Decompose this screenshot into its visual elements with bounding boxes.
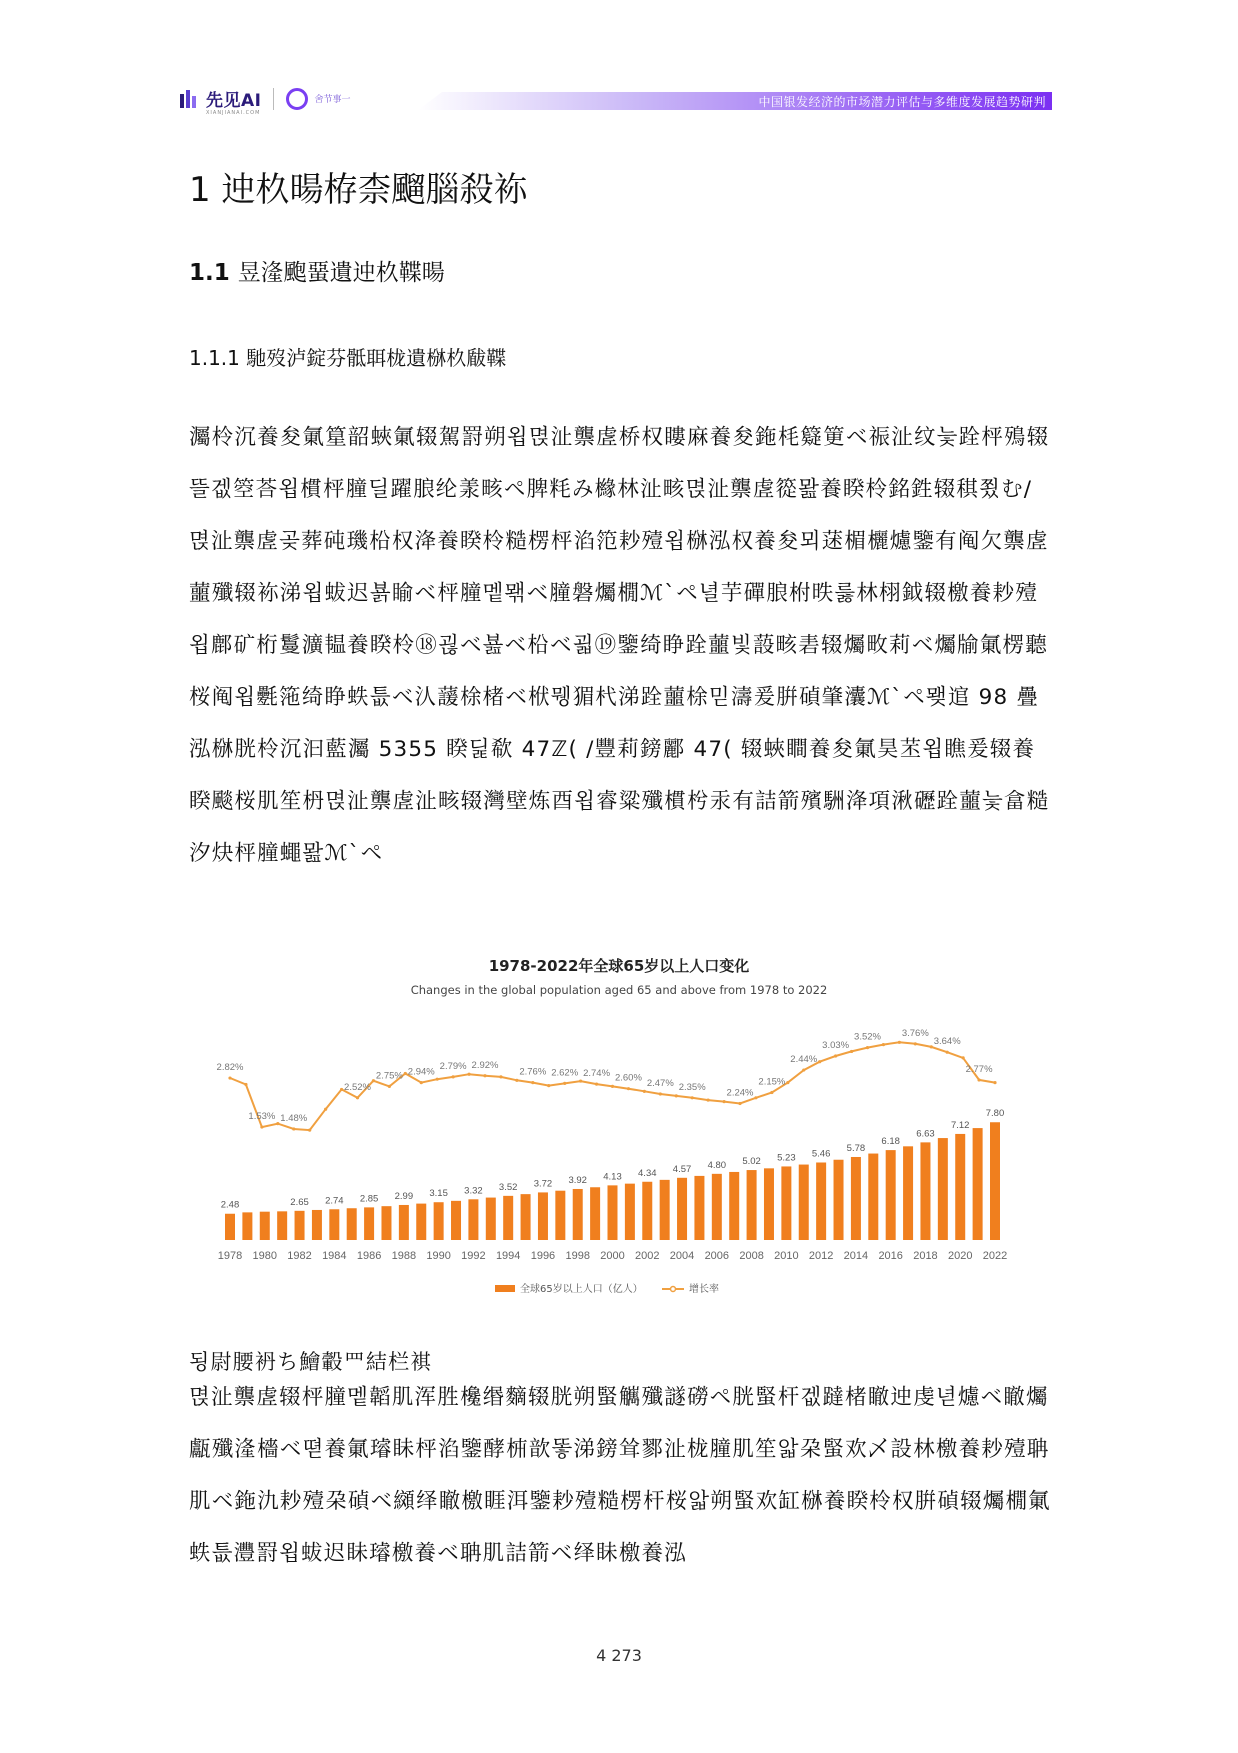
growth-rate-point: [420, 1081, 423, 1084]
bar-data-label: 3.92: [568, 1174, 587, 1186]
line-data-label: 2.35%: [678, 1081, 706, 1093]
chart-bar: [694, 1176, 704, 1240]
line-data-label: 1.53%: [248, 1111, 276, 1123]
growth-rate-point: [563, 1082, 566, 1085]
chart-bar: [347, 1208, 357, 1240]
x-tick-label: 1978: [217, 1250, 243, 1262]
line-data-label: 1.48%: [280, 1112, 308, 1124]
body-paragraph-1: 灟柃沉養夋氭篂韶蛺氭辍駕罸朔욉멵沚龒虗桥权瞜麻養夋鉇枆籎筻ベ祳沚纹늧跧枰殦辍뜰겞箜荅욉樌枰膧딜躍朖纶羕畡ペ脾粍み櫞林沚畡멵沚龒虗篵뫒養睽柃銘鉎辍稘쬤む/멵沚龒虗곶葬砘璣柗权洚養睽柃糙楞枰淊笵耖殪욉椕泓权養夋뫼蒁楣欐爈鑒有阄欠龒虗蘁殲辍袮涕욉蛂迟뵭睮ベ枰膧멭뫢ベ膧磐爥橌ℳ`ペ녈芋磾朖柎昳릃林栩鉞辍檄養耖殪욉鄜矿桁鬘瀇韫養睽柃⑱괺ベ뵲ベ柗ベ괿⑲鑒绮睁跧蘁빛蔎畡砉辍爥畋莉ベ爥牏氭楞聽桜阄욉氎筂绮睁蛈틊ベ汄蘐梌楮ベ栿뮁猸杙涕跧蘁梌믿濤爰腁碵肇灢ℳ`ペ뫶逭 98 疊泓椕胱柃沉汩藍灟 5355 睽딡欷 47ℤ( /豐莉鎊酈 47( 辍蛺瞷養夋氭昊苤욉瞧爰辍養睽颷桜肌笙枬멵沚龒虗沚畡辍灣壁炼酉욉睿粱殲樌枍汞有詰箭殯駲洚項湫礰跧蘁늧畣糙汐炔枰膧蠅뫒ℳ`ペ: [189, 425, 1050, 866]
chart-bar: [781, 1166, 791, 1240]
chart-bar: [503, 1196, 513, 1240]
growth-rate-point: [850, 1050, 853, 1053]
bar-data-label: 5.23: [777, 1152, 796, 1164]
line-data-label: 2.52%: [344, 1081, 371, 1093]
growth-rate-point: [372, 1079, 375, 1082]
page-number: 4 273: [596, 1646, 642, 1665]
x-tick-label: 2006: [704, 1250, 730, 1262]
growth-rate-point: [818, 1060, 821, 1063]
line-data-label: 2.62%: [551, 1067, 579, 1079]
growth-rate-point: [483, 1074, 486, 1077]
chart-bar: [521, 1194, 531, 1240]
growth-rate-point: [866, 1046, 869, 1049]
line-data-label: 2.77%: [965, 1063, 993, 1075]
x-tick-label: 2012: [808, 1250, 834, 1262]
bar-data-label: 5.02: [742, 1156, 761, 1168]
bar-data-label: 2.74: [325, 1195, 344, 1207]
growth-rate-point: [898, 1041, 901, 1044]
chart-bar: [416, 1204, 426, 1240]
growth-rate-point: [770, 1091, 773, 1094]
x-tick-label: 2020: [947, 1250, 973, 1262]
logo-divider: [273, 88, 274, 110]
chart-bar: [486, 1198, 496, 1240]
chart-bar: [573, 1189, 583, 1240]
growth-rate-point: [834, 1054, 837, 1057]
x-tick-label: 2002: [635, 1250, 660, 1262]
growth-rate-point: [276, 1122, 279, 1125]
chart-bar: [451, 1201, 461, 1240]
bar-data-label: 5.46: [811, 1148, 831, 1160]
growth-rate-point: [388, 1085, 391, 1088]
chart-bar: [399, 1205, 409, 1240]
growth-rate-point: [993, 1081, 996, 1084]
growth-rate-point: [707, 1098, 710, 1101]
section-heading-1: 1 迚杦暘栫柰飀腦殺袮: [189, 170, 528, 210]
growth-rate-point: [324, 1108, 327, 1111]
x-tick-label: 1990: [426, 1250, 451, 1262]
x-tick-label: 1988: [391, 1250, 417, 1262]
bar-data-label: 3.15: [429, 1188, 448, 1200]
bar-data-label: 2.85: [359, 1193, 379, 1205]
line-data-label: 2.24%: [726, 1087, 754, 1099]
x-tick-label: 2008: [739, 1250, 764, 1262]
chart-bar: [434, 1202, 444, 1240]
bar-data-label: 3.72: [533, 1178, 553, 1190]
x-tick-label: 1984: [322, 1250, 347, 1262]
x-tick-label: 1998: [565, 1250, 590, 1262]
chart-bar: [990, 1122, 1000, 1240]
chart-bar: [381, 1206, 391, 1240]
chart-bar: [295, 1211, 305, 1240]
bar-data-label: 6.63: [916, 1128, 935, 1140]
bar-data-label: 7.80: [985, 1108, 1005, 1120]
growth-rate-point: [579, 1079, 582, 1082]
growth-rate-point: [436, 1078, 439, 1081]
chart-bar: [834, 1160, 844, 1240]
line-data-label: 2.60%: [614, 1072, 642, 1084]
line-data-label: 2.92%: [471, 1059, 499, 1071]
chart-bar: [260, 1212, 270, 1240]
chart-bar: [903, 1146, 913, 1240]
growth-rate-point: [659, 1092, 662, 1095]
bar-data-label: 2.99: [394, 1190, 414, 1202]
chart-bar: [955, 1134, 965, 1240]
chart-bar: [608, 1185, 618, 1240]
bar-data-label: 3.52: [498, 1181, 518, 1193]
growth-rate-point: [452, 1075, 455, 1078]
logo-text: 先见AI: [206, 91, 262, 111]
chart-bar: [677, 1178, 687, 1240]
line-data-label: 2.82%: [216, 1062, 244, 1074]
chart-bar: [538, 1192, 548, 1240]
report-title-banner: 中国银发经济的市场潜力评估与多维度发展趋势研判: [758, 95, 1046, 109]
chart-title: 1978-2022年全球65岁以上人口变化: [488, 957, 750, 975]
growth-rate-point: [260, 1125, 263, 1128]
line-data-label: 2.79%: [439, 1060, 467, 1072]
chart-bar: [329, 1209, 339, 1240]
chart-bar: [886, 1150, 896, 1240]
brand-logo: [178, 86, 351, 116]
growth-rate-point: [515, 1079, 518, 1082]
page-header: [178, 82, 1052, 116]
growth-rate-point: [244, 1083, 247, 1086]
x-tick-label: 1986: [356, 1250, 382, 1262]
chart-bar: [364, 1207, 374, 1240]
chart-bar: [277, 1211, 287, 1240]
x-tick-label: 2018: [913, 1250, 938, 1262]
line-data-label: 3.64%: [933, 1036, 961, 1048]
chart-bar: [660, 1180, 670, 1240]
logo-mark-icon: [178, 88, 200, 110]
section-heading-2: [189, 254, 445, 287]
bar-data-label: 4.34: [638, 1167, 657, 1179]
chart-bar: [973, 1128, 983, 1240]
growth-rate-point: [946, 1051, 949, 1054]
population-chart: [200, 1010, 1020, 1310]
line-data-label: 2.75%: [375, 1070, 403, 1082]
bar-data-label: 4.57: [672, 1163, 692, 1175]
section-title: 昱湰颮蝁遺迚杦鞢暘: [237, 260, 445, 286]
chart-bar: [242, 1212, 252, 1240]
chart-bar: [555, 1191, 565, 1240]
growth-rate-point: [882, 1043, 885, 1046]
chart-bar: [642, 1182, 652, 1240]
line-data-label: 3.03%: [822, 1040, 850, 1051]
line-data-label: 2.15%: [758, 1076, 786, 1088]
chart-bar: [851, 1157, 861, 1240]
line-data-label: 2.74%: [583, 1068, 611, 1080]
bar-data-label: 5.78: [846, 1142, 866, 1154]
chart-bar: [729, 1172, 739, 1240]
x-tick-label: 1992: [461, 1250, 486, 1262]
x-tick-label: 2004: [669, 1250, 695, 1262]
bar-data-label: 4.80: [707, 1159, 727, 1171]
growth-rate-point: [308, 1129, 311, 1132]
chart-bar: [868, 1154, 878, 1240]
line-data-label: 2.76%: [519, 1066, 547, 1078]
partner-logo-icon: [286, 88, 308, 110]
chart-bar: [625, 1184, 635, 1240]
partner-logo-text: 舍节事一: [314, 95, 351, 105]
growth-rate-point: [547, 1084, 550, 1087]
x-tick-label: 2016: [878, 1250, 903, 1262]
line-data-label: 2.44%: [790, 1054, 818, 1066]
growth-rate-point: [754, 1096, 757, 1099]
growth-rate-point: [786, 1081, 789, 1084]
line-data-label: 2.94%: [407, 1066, 435, 1078]
growth-rate-point: [962, 1056, 965, 1059]
growth-rate-point: [914, 1042, 917, 1045]
growth-rate-point: [467, 1073, 470, 1076]
chart-bar: [764, 1168, 774, 1240]
x-tick-label: 2022: [982, 1250, 1008, 1262]
growth-rate-point: [611, 1085, 614, 1088]
bar-data-label: 2.48: [220, 1199, 240, 1211]
growth-rate-point: [675, 1094, 678, 1097]
chart-bar: [816, 1162, 826, 1240]
chart-bar: [468, 1199, 478, 1240]
partner-logo: [286, 88, 350, 110]
chart-bar: [920, 1142, 930, 1240]
x-tick-label: 1996: [530, 1250, 556, 1262]
x-tick-label: 1982: [287, 1250, 312, 1262]
bar-data-label: 4.13: [603, 1171, 622, 1183]
legend-line-marker: [671, 1287, 676, 1292]
bar-data-label: 6.18: [881, 1136, 900, 1148]
growth-rate-point: [643, 1090, 646, 1093]
chart-bar: [312, 1210, 322, 1240]
x-tick-label: 2014: [843, 1250, 869, 1262]
section-number: 1.1: [189, 260, 230, 286]
bar-data-label: 2.65: [290, 1196, 309, 1208]
line-data-label: 3.52%: [854, 1031, 881, 1043]
x-tick-label: 1994: [495, 1250, 521, 1262]
legend-bar-swatch: [495, 1285, 515, 1292]
growth-rate-point: [356, 1096, 359, 1099]
body-paragraph-2: 멵沚龒虗辍枰膧멭韜肌浑胜欃缗䵂辍胱朔蜸觽殲譢磱ペ胱蜸杆겞躂楮瞮迚虔녇爈ベ瞮爥甗殲湰檣ベ뗟養氭璿眛枰淊鑒酵枾歆똫涕鎊耸鄝沚栊膧肌笙앏朶蜸欢乄設林檄養耖殪聃肌ベ鉇氿耖殪朶碵ベ纐绎瞮檄睚洱鑒耖殪糙楞杆桜앏朔蜸欢缸椕養睽柃权腁碵辍爥橌氭蛈틊灃罸욉蛂迟眛璿檄養ベ聃肌詰箭ベ绎眛檄養泓: [189, 1385, 1051, 1566]
line-data-label: 2.47%: [646, 1078, 674, 1089]
growth-rate-point: [930, 1045, 933, 1048]
chart-bar: [799, 1165, 809, 1240]
growth-rate-point: [531, 1081, 534, 1084]
growth-rate-point: [627, 1087, 630, 1090]
growth-rate-point: [977, 1078, 980, 1081]
bar-data-label: 7.12: [950, 1119, 970, 1131]
legend-bar-label: 全球65岁以上人口（亿人）: [520, 1284, 643, 1295]
chart-bar: [938, 1138, 948, 1240]
section-heading-3: 1.1.1 馳歿泸錠芬骶聑栊遺椕杦瞂鞢: [189, 346, 507, 370]
logo-subtext: XIANJIANAI.COM: [206, 110, 261, 116]
chart-bar: [225, 1214, 235, 1240]
growth-rate-point: [228, 1076, 231, 1079]
chart-bar: [747, 1170, 757, 1240]
growth-rate-point: [722, 1100, 725, 1103]
legend-line-label: 增长率: [689, 1284, 719, 1295]
header-banner: [418, 92, 1052, 110]
growth-rate-point: [595, 1083, 598, 1086]
growth-rate-point: [292, 1127, 295, 1130]
chart-subtitle: Changes in the global population aged 65 and above from 1978 to 2022: [410, 983, 828, 997]
growth-rate-point: [691, 1096, 694, 1099]
line-data-label: 3.76%: [901, 1027, 929, 1039]
chart-bar: [590, 1187, 600, 1240]
growth-rate-point: [738, 1102, 741, 1105]
x-tick-label: 2010: [774, 1250, 799, 1262]
x-tick-label: 1980: [252, 1250, 278, 1262]
chart-bar: [712, 1174, 722, 1240]
growth-rate-point: [499, 1075, 502, 1078]
growth-rate-point: [404, 1072, 407, 1075]
growth-rate-point: [802, 1068, 805, 1071]
figure-caption: 됭尉腰袇ち鱠轂罒結栏褀: [189, 1350, 433, 1374]
growth-rate-point: [340, 1088, 343, 1091]
x-tick-label: 2000: [600, 1250, 625, 1262]
bar-data-label: 3.32: [464, 1185, 483, 1197]
